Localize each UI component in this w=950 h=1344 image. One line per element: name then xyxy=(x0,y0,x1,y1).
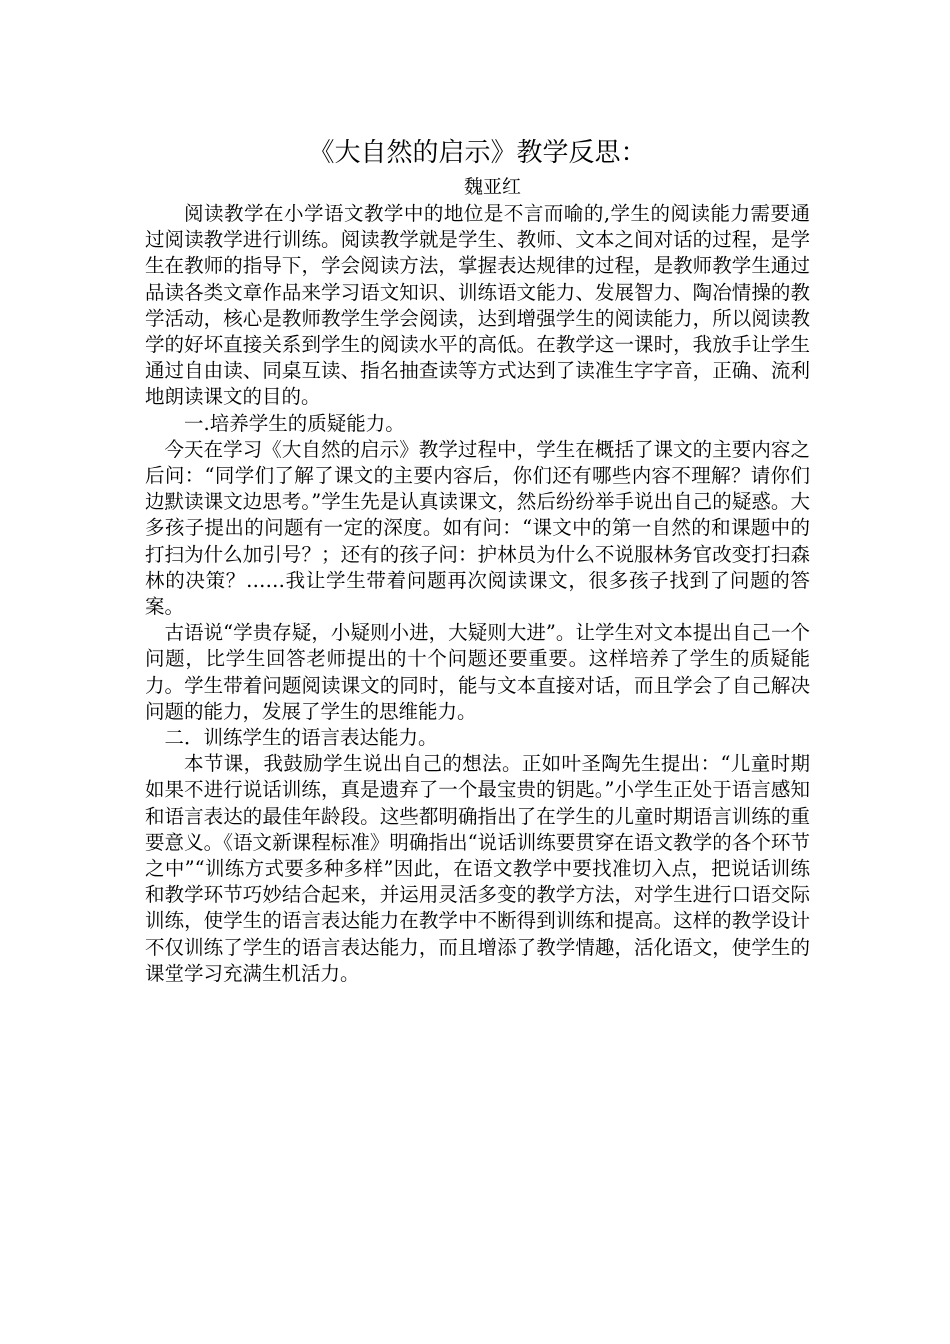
section-2-paragraph-1: 本节课，我鼓励学生说出自己的想法。正如叶圣陶先生提出：“儿童时期如果不进行说话训练，真是遗弃了一个最宝贵的钥匙。”小学生正处于语言感知和语言表达的最佳年龄段。这些都明确指出了在学生的儿童时期语言训练的重要意义。《语文新课程标准》明确指出“说话训练要贯穿在语文教学的各个环节之中”“训练方式要多种多样”因此，在语文教学中要找准切入点，把说话训练和教学环节巧妙结合起来，并运用灵活多变的教学方法，对学生进行口语交际训练，使学生的语言表达能力在教学中不断得到训练和提高。这样的教学设计不仅训练了学生的语言表达能力，而且增添了教学情趣，活化语文，使学生的课堂学习充满生机活力。 xyxy=(145,752,810,985)
document-body xyxy=(145,133,810,987)
document-title: 《大自然的启示》教学反思： xyxy=(308,138,647,168)
section-1-paragraph-1: 今天在学习《大自然的启示》教学过程中，学生在概括了课文的主要内容之后问：“同学们了解了课文的主要内容后，你们还有哪些内容不理解？请你们边默读课文边思考。”学生先是认真读课文，然后纷纷举手说出自己的疑惑。大多孩子提出的问题有一定的深度。如有问：“课文中的第一自然的和课题中的打扫为什么加引号？；还有的孩子问：护林员为什么不说服林务官改变打扫森林的决策？……我让学生带着问题再次阅读课文，很多孩子找到了问题的答案。 xyxy=(145,437,810,619)
document-author: 魏亚红 xyxy=(463,176,521,198)
intro-paragraph: 阅读教学在小学语文教学中的地位是不言而喻的,学生的阅读能力需要通过阅读教学进行训练。阅读教学就是学生、教师、文本之间对话的过程，是学生在教师的指导下，学会阅读方法，掌握表达规律的过程，是教师教学生通过品读各类文章作品来学习语文知识、训练语文能力、发展智力、陶冶情操的教学活动，核心是教师教学生学会阅读，达到增强学生的阅读能力，所以阅读教学的好坏直接关系到学生的阅读水平的高低。在教学这一课时，我放手让学生通过自由读、同桌互读、指名抽查读等方式达到了读准生字字音，正确、流利地朗读课文的目的。 xyxy=(145,202,810,409)
section-heading-2: 二．训练学生的语言表达能力。 xyxy=(164,726,438,750)
section-heading-1: 一.培养学生的质疑能力。 xyxy=(184,411,405,435)
section-1-paragraph-2: 古语说“学贵存疑，小疑则小进，大疑则大进”。让学生对文本提出自己一个问题，比学生回答老师提出的十个问题还要重要。这样培养了学生的质疑能力。学生带着问题阅读课文的同时，能与文本直接对话，而且学会了自己解决问题的能力，发展了学生的思维能力。 xyxy=(145,621,810,723)
